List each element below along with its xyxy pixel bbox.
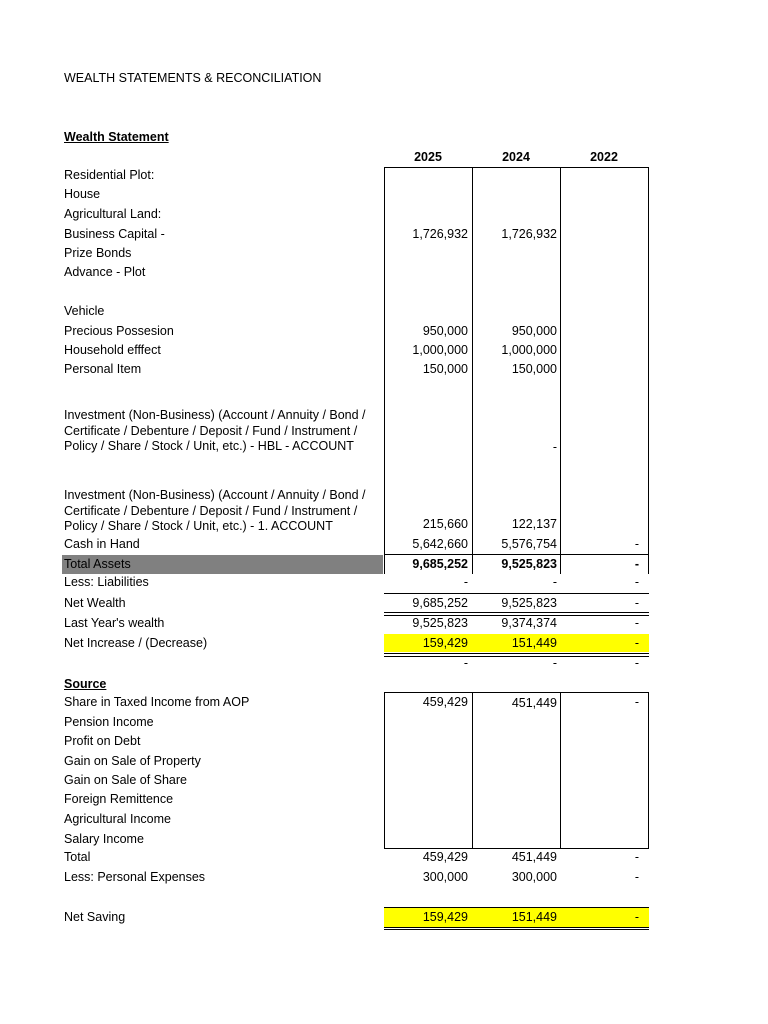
asset-label: Personal Item (64, 362, 142, 376)
asset-value-2025: 215,660 (422, 517, 468, 531)
check-value-2025: - (463, 656, 468, 670)
total-assets-2022: - (634, 557, 639, 571)
grid-line (384, 653, 649, 654)
section-heading-wealth-statement: Wealth Statement (64, 130, 169, 144)
source-label: Pension Income (64, 715, 154, 729)
asset-value-2024: 1,000,000 (501, 343, 557, 357)
source-label: Agricultural Income (64, 812, 171, 826)
grid-line (560, 167, 561, 574)
asset-label: Household efffect (64, 343, 161, 357)
asset-value-2024: 150,000 (511, 362, 557, 376)
asset-value-2025: 1,726,932 (412, 227, 468, 241)
asset-label-investment-account: Investment (Non-Business) (Account / Annuity / Bond / Certificate / Debenture / Deposit / Fund / Instrument / Policy / Share / Stock / Unit, etc.) - 1. ACCOUNT (64, 488, 366, 533)
year-header-2025: 2025 (414, 150, 442, 164)
asset-label: Residential Plot: (64, 168, 155, 182)
grid-line (384, 692, 385, 849)
total-assets-label: Total Assets (64, 557, 131, 571)
net-wealth-2025: 9,685,252 (412, 596, 468, 610)
grid-line (560, 692, 561, 849)
total-2022: - (634, 850, 639, 864)
asset-value-2025: 950,000 (422, 324, 468, 338)
asset-value-2024: - (552, 440, 557, 454)
net-wealth-2022: - (634, 596, 639, 610)
last-year-wealth-2025: 9,525,823 (412, 616, 468, 630)
asset-value-2024: 122,137 (511, 517, 557, 531)
net-saving-2022: - (634, 910, 639, 924)
liabilities-2024: - (552, 575, 557, 589)
grid-line (384, 907, 649, 908)
asset-value-2022: - (634, 537, 639, 551)
grid-line (472, 692, 473, 849)
last-year-wealth-2024: 9,374,374 (501, 616, 557, 630)
grid-line (384, 929, 649, 930)
total-label: Total (64, 850, 91, 864)
total-2024: 451,449 (511, 850, 557, 864)
source-label: Gain on Sale of Property (64, 754, 201, 768)
source-label: Salary Income (64, 832, 144, 846)
asset-label: Vehicle (64, 304, 105, 318)
source-value-2022: - (634, 695, 639, 709)
source-label: Foreign Remittence (64, 792, 174, 806)
total-2025: 459,429 (422, 850, 468, 864)
grid-line (384, 554, 649, 555)
check-value-2022: - (634, 656, 639, 670)
source-value-2024: 451,449 (511, 696, 557, 710)
liabilities-label: Less: Liabilities (64, 575, 149, 589)
asset-value-2024: 5,576,754 (501, 537, 557, 551)
personal-expenses-label: Less: Personal Expenses (64, 870, 206, 884)
grid-line (384, 167, 649, 168)
grid-line (384, 593, 649, 594)
asset-label: Precious Possesion (64, 324, 174, 338)
net-saving-label: Net Saving (64, 910, 126, 924)
document-title: WEALTH STATEMENTS & RECONCILIATION (64, 71, 322, 85)
liabilities-2022: - (634, 575, 639, 589)
asset-label-investment-hbl: Investment (Non-Business) (Account / Annuity / Bond / Certificate / Debenture / Deposit / Fund / Instrument / Policy / Share / Stock / Unit, etc.) - HBL - ACCOUNT (64, 408, 366, 453)
total-assets-2025: 9,685,252 (412, 557, 468, 571)
source-label: Share in Taxed Income from AOP (64, 695, 250, 709)
net-saving-2025: 159,429 (422, 910, 468, 924)
net-increase-label: Net Increase / (Decrease) (64, 636, 208, 650)
net-increase-2025: 159,429 (422, 636, 468, 650)
personal-expenses-2022: - (634, 870, 639, 884)
asset-label: Advance - Plot (64, 265, 146, 279)
asset-label: Business Capital - (64, 227, 165, 241)
asset-label: House (64, 187, 101, 201)
year-header-2024: 2024 (502, 150, 530, 164)
net-increase-2024: 151,449 (511, 636, 557, 650)
grid-line (384, 848, 649, 849)
asset-label: Cash in Hand (64, 537, 140, 551)
net-wealth-label: Net Wealth (64, 596, 126, 610)
liabilities-2025: - (463, 575, 468, 589)
grid-line (384, 692, 649, 693)
grid-line (648, 692, 649, 849)
asset-value-2024: 950,000 (511, 324, 557, 338)
net-saving-2024: 151,449 (511, 910, 557, 924)
section-heading-source: Source (64, 677, 107, 691)
source-label: Gain on Sale of Share (64, 773, 187, 787)
year-header-2022: 2022 (590, 150, 618, 164)
asset-value-2025: 5,642,660 (412, 537, 468, 551)
grid-line (384, 612, 649, 613)
asset-label: Prize Bonds (64, 246, 132, 260)
personal-expenses-2024: 300,000 (511, 870, 557, 884)
asset-value-2025: 1,000,000 (412, 343, 468, 357)
source-label: Profit on Debt (64, 734, 141, 748)
last-year-wealth-label: Last Year's wealth (64, 616, 165, 630)
net-increase-2022: - (634, 636, 639, 650)
personal-expenses-2025: 300,000 (422, 870, 468, 884)
asset-value-2025: 150,000 (422, 362, 468, 376)
total-assets-2024: 9,525,823 (501, 557, 557, 571)
grid-line (384, 927, 649, 928)
source-value-2025: 459,429 (422, 695, 468, 709)
grid-line (648, 167, 649, 574)
asset-label: Agricultural Land: (64, 207, 162, 221)
last-year-wealth-2022: - (634, 616, 639, 630)
check-value-2024: - (552, 656, 557, 670)
asset-value-2024: 1,726,932 (501, 227, 557, 241)
net-wealth-2024: 9,525,823 (501, 596, 557, 610)
